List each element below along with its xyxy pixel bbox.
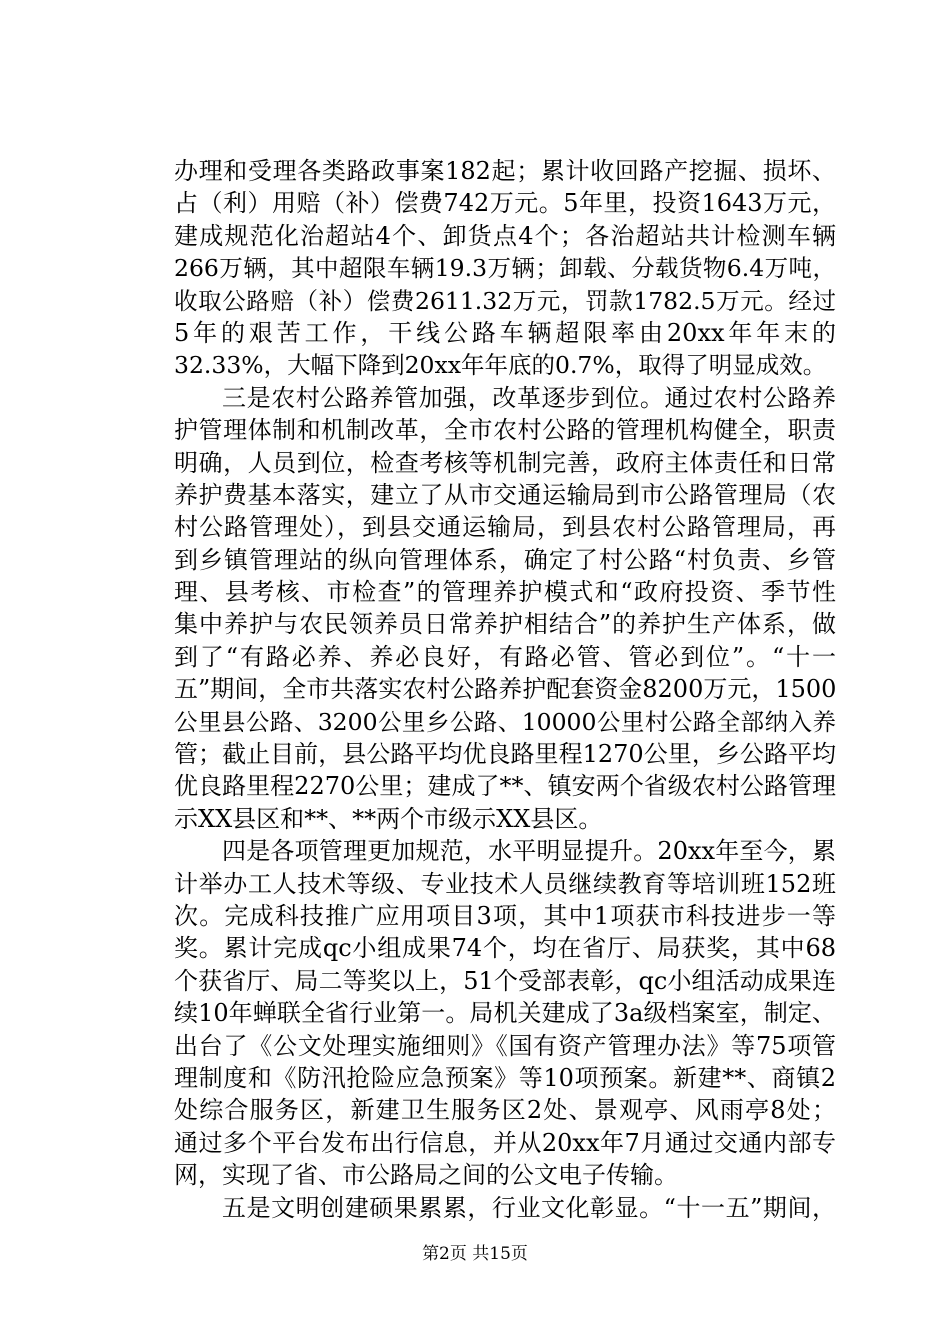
- text-line: 集中养护与农民领养员日常养护相结合”的养护生产体系，做: [174, 610, 836, 639]
- text-line: 明确，人员到位，检查考核等机制完善，政府主体责任和日常: [174, 448, 836, 477]
- text-line: 通过多个平台发布出行信息，并从20xx年7月通过交通内部专: [174, 1128, 836, 1157]
- text-line: 管；截止目前，县公路平均优良路里程1270公里，乡公路平均: [174, 740, 836, 769]
- text-line: 5年的艰苦工作，干线公路车辆超限率由20xx年年末的: [174, 318, 836, 347]
- text-line: 示XX县区和**、**两个市级示XX县区。: [174, 804, 603, 833]
- text-line: 到乡镇管理站的纵向管理体系，确定了村公路“村负责、乡管: [174, 545, 836, 574]
- text-line: 建成规范化治超站4个、卸货点4个；各治超站共计检测车辆: [174, 221, 836, 250]
- text-line: 续10年蝉联全省行业第一。局机关建成了3a级档案室，制定、: [174, 999, 836, 1028]
- text-line: 养护费基本落实，建立了从市交通运输局到市公路管理局（农: [174, 480, 836, 509]
- text-line: 护管理体制和机制改革，全市农村公路的管理机构健全，职责: [174, 416, 836, 445]
- text-line: 占（利）用赔（补）偿费742万元。5年里，投资1643万元，: [174, 189, 836, 218]
- text-line: 四是各项管理更加规范，水平明显提升。20xx年至今，累: [222, 837, 836, 866]
- text-line: 计举办工人技术等级、专业技术人员继续教育等培训班152班: [174, 869, 836, 898]
- text-line: 理、县考核、市检查”的管理养护模式和“政府投资、季节性: [174, 578, 836, 607]
- text-line: 266万辆，其中超限车辆19.3万辆；卸载、分载货物6.4万吨，: [174, 254, 836, 283]
- text-line: 优良路里程2270公里；建成了**、镇安两个省级农村公路管理: [174, 772, 836, 801]
- text-line: 奖。累计完成qc小组成果74个，均在省厅、局获奖，其中68: [174, 934, 836, 963]
- text-line: 收取公路赔（补）偿费2611.32万元，罚款1782.5万元。经过: [174, 286, 836, 315]
- text-line: 处综合服务区，新建卫生服务区2处、景观亭、风雨亭8处；: [174, 1096, 836, 1125]
- text-line: 次。完成科技推广应用项目3项，其中1项获市科技进步一等: [174, 901, 836, 930]
- text-line: 五是文明创建硕果累累，行业文化彰显。“十一五”期间，: [222, 1193, 836, 1222]
- text-line: 网，实现了省、市公路局之间的公文电子传输。: [174, 1161, 678, 1190]
- text-line: 32.33%，大幅下降到20xx年年底的0.7%，取得了明显成效。: [174, 351, 827, 380]
- text-line: 理制度和《防汛抢险应急预案》等10项预案。新建**、商镇2: [174, 1063, 836, 1092]
- text-line: 公里县公路、3200公里乡公路、10000公里村公路全部纳入养: [174, 707, 836, 736]
- text-line: 个获省厅、局二等奖以上，51个受部表彰，qc小组活动成果连: [174, 966, 836, 995]
- text-line: 办理和受理各类路政事案182起；累计收回路产挖掘、损坏、: [174, 157, 836, 185]
- text-line: 出台了《公文处理实施细则》《国有资产管理办法》等75项管: [174, 1031, 836, 1060]
- text-line: 三是农村公路养管加强，改革逐步到位。通过农村公路养: [222, 383, 836, 412]
- page-footer: 第2页 共15页: [422, 1244, 528, 1264]
- text-line: 五”期间，全市共落实农村公路养护配套资金8200万元，1500: [174, 675, 836, 704]
- document-body: [174, 155, 836, 1224]
- text-line: 村公路管理处），到县交通运输局，到县农村公路管理局，再: [174, 513, 836, 542]
- text-line: 到了“有路必养、养必良好，有路必管、管必到位”。“十一: [174, 642, 836, 671]
